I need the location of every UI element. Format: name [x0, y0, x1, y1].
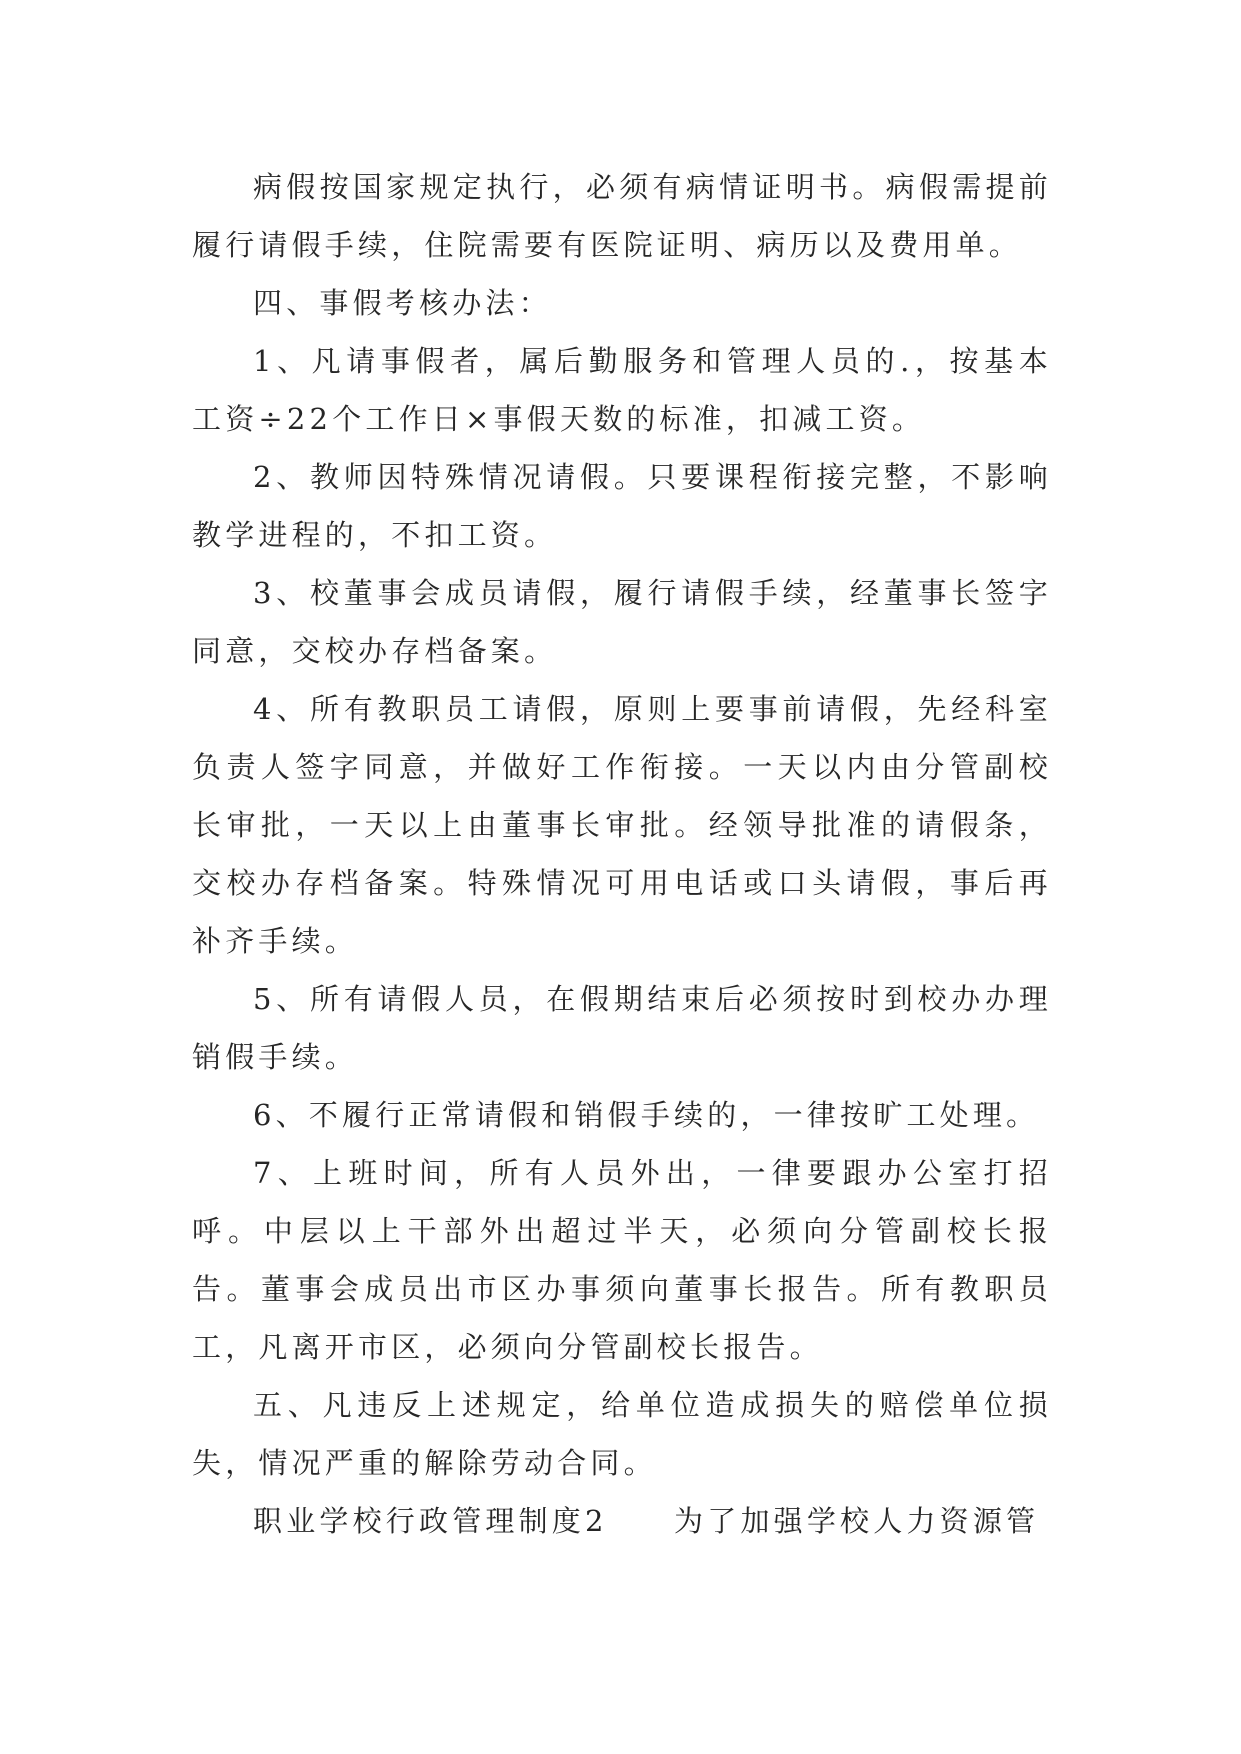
paragraph-section-5: 五、凡违反上述规定，给单位造成损失的赔偿单位损失，情况严重的解除劳动合同。	[192, 1388, 1052, 1480]
heading-personal-leave-assessment: 四、事假考核办法：	[253, 286, 552, 320]
paragraph-item-5: 5、所有请假人员，在假期结束后必须按时到校办办理销假手续。	[192, 982, 1052, 1074]
paragraph-item-3: 3、校董事会成员请假，履行请假手续，经董事长签字同意，交校办存档备案。	[192, 576, 1052, 668]
paragraph-sick-leave: 病假按国家规定执行，必须有病情证明书。病假需提前履行请假手续，住院需要有医院证明、病历以及费用单。	[192, 170, 1052, 262]
document-body	[192, 158, 1052, 1550]
paragraph-item-4: 4、所有教职员工请假，原则上要事前请假，先经科室负责人签字同意，并做好工作衔接。一天以内由分管副校长审批，一天以上由董事长审批。经领导批准的请假条，交校办存档备案。特殊情况可用电话或口头请假，事后再补齐手续。	[192, 692, 1052, 958]
paragraph-item-2: 2、教师因特殊情况请假。只要课程衔接完整，不影响教学进程的，不扣工资。	[192, 460, 1052, 552]
paragraph-item-6: 6、不履行正常请假和销假手续的，一律按旷工处理。	[253, 1098, 1040, 1132]
paragraph-item-1: 1、凡请事假者，属后勤服务和管理人员的.，按基本工资÷22个工作日×事假天数的标准，扣减工资。	[192, 344, 1052, 436]
paragraph-next-section-title: 职业学校行政管理制度2 为了加强学校人力资源管	[253, 1504, 1040, 1538]
paragraph-item-7: 7、上班时间，所有人员外出，一律要跟办公室打招呼。中层以上干部外出超过半天，必须向分管副校长报告。董事会成员出市区办事须向董事长报告。所有教职员工，凡离开市区，必须向分管副校长报告。	[192, 1156, 1052, 1364]
